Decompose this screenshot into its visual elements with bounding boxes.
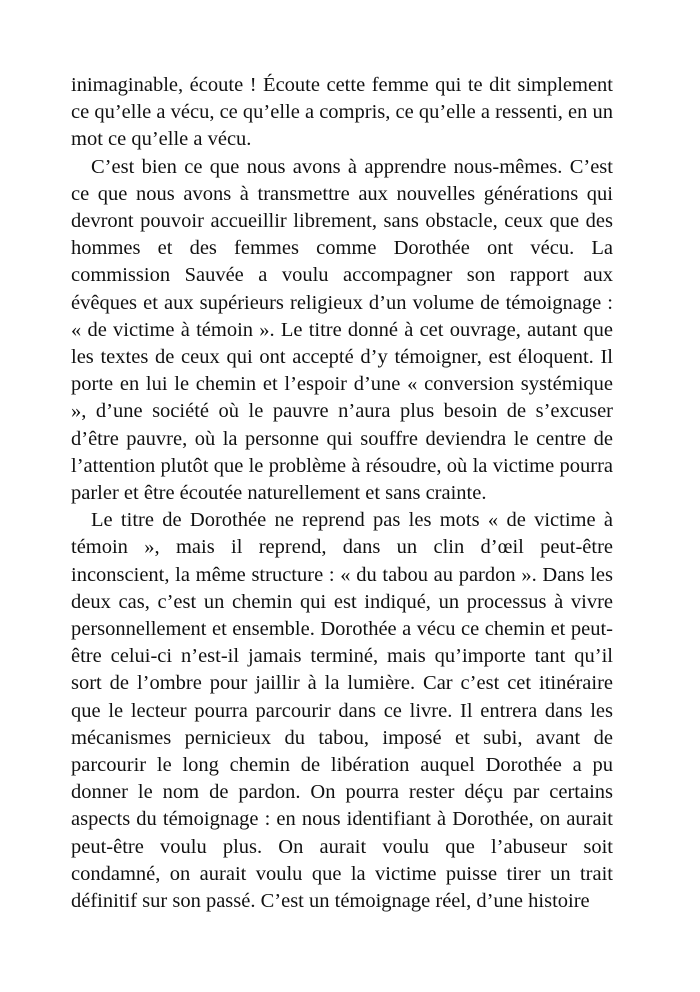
paragraph-continued: inimaginable, écoute ! Écoute cette femme qui te dit simplement ce qu’elle a vécu, ce qu’elle a compris, ce qu’elle a ressenti, en un mot ce qu’elle a vécu.	[71, 74, 613, 151]
page-text	[71, 72, 613, 915]
paragraph: Le titre de Dorothée ne reprend pas les mots « de victime à témoin », mais il reprend, dans un clin d’œil peut-être inconscient, la même structure : « du tabou au pardon ». Dans les deux cas, c’est un chemin qui est indiqué, un processus à vivre personnellement et ensemble. Dorothée a vécu ce chemin et peut-être celui-ci n’est-il jamais terminé, mais qu’importe tant qu’il sort de l’ombre pour jaillir à la lumière. Car c’est cet itinéraire que le lecteur pourra parcourir dans ce livre. Il entrera dans les mécanismes pernicieux du tabou, imposé et subi, avant de parcourir le long chemin de libération auquel Dorothée a pu donner le nom de pardon. On pourra rester déçu par certains aspects du témoignage : en nous identifiant à Dorothée, on aurait peut-être voulu plus. On aurait voulu que l’abuseur soit condamné, on aurait voulu que la victime puisse tirer un trait définitif sur son passé. C’est un témoignage réel, d’une histoire	[71, 509, 613, 913]
paragraph: C’est bien ce que nous avons à apprendre nous-mêmes. C’est ce que nous avons à transmettre aux nouvelles générations qui devront pouvoir accueillir librement, sans obstacle, ceux que des hommes et des femmes comme Dorothée ont vécu. La commission Sauvée a voulu accompagner son rapport aux évêques et aux supérieurs religieux d’un volume de témoignage : « de victime à témoin ». Le titre donné à cet ouvrage, autant que les textes de ceux qui ont accepté d’y témoigner, est éloquent. Il porte en lui le chemin et l’espoir d’une « conversion systémique », d’une société où le pauvre n’aura plus besoin de s’excuser d’être pauvre, où la personne qui souffre deviendra le centre de l’attention plutôt que le problème à résoudre, où la victime pourra parler et être écoutée naturellement et sans crainte.	[71, 155, 613, 505]
